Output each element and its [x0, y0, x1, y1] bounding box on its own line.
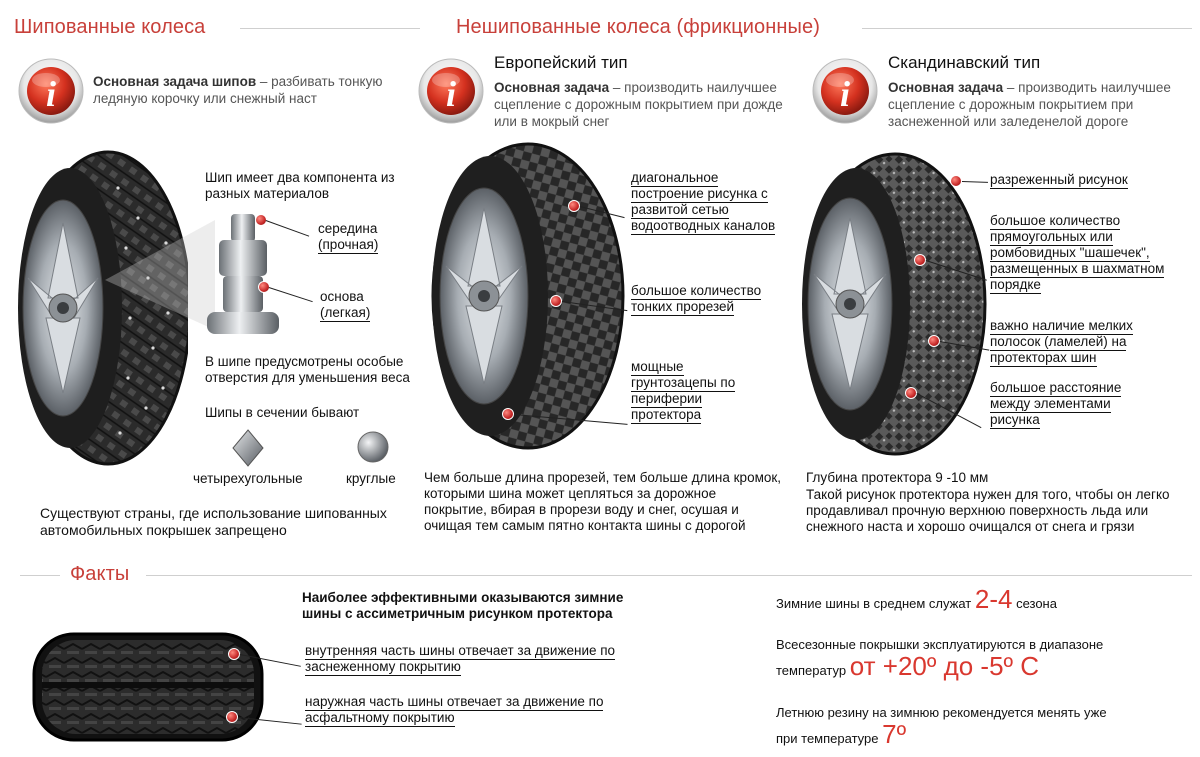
callout-dot: [226, 711, 238, 723]
feature-text: мощные грунтозацепы по периферии протектора: [631, 359, 736, 422]
middle-label: [318, 221, 378, 253]
feature-text: большое количество тонких прорезей: [631, 283, 762, 314]
scandinavian-note: Такой рисунок протектора нужен для того, чтобы он легко продавливал прочную верхнюю поверхность льда или снежного наста и хорошо очищался от снега и грязи: [806, 487, 1170, 534]
facts-header: Факты: [70, 563, 130, 585]
facts-inner-text: внутренняя часть шины отвечает за движение по заснеженному покрытию: [305, 643, 616, 674]
task-bold: Основная задача шипов: [93, 74, 257, 89]
life-unit: сезона: [1016, 596, 1057, 611]
task-text: – производить наилучшее сцепление с дорожным покрытием при дожде или в мокрый снег: [494, 80, 783, 129]
middle-label-line: середина: [318, 221, 378, 236]
scandinavian-feature-4: [990, 380, 1130, 428]
task-text: – производить наилучшее сцепление с дорожным покрытием при заснеженной или заледенелой дороге: [888, 80, 1171, 129]
callout-dot: [228, 648, 240, 660]
facts-summer: [776, 705, 1111, 747]
holes-note: В шипе предусмотрены особые отверстия для уменьшения веса: [205, 354, 410, 385]
task-bold: Основная задача: [888, 80, 1004, 95]
scandinavian-feature-2: [990, 213, 1165, 293]
callout-dot: [502, 408, 514, 420]
callout-dot: [914, 254, 926, 266]
life-text: Зимние шины в среднем служат: [776, 596, 972, 611]
feature-text: большое расстояние между элементами рисунка: [990, 380, 1122, 427]
spike-icon: [203, 212, 283, 342]
scandinavian-feature-3: [990, 318, 1165, 366]
asymmetric-tread-image: [28, 628, 268, 746]
studded-task: [93, 73, 398, 107]
summer-value: 7º: [882, 719, 907, 749]
european-feature-3: [631, 359, 746, 423]
studless-header: Нешипованные колеса (фрикционные): [456, 16, 820, 38]
summer-text: Летнюю резину на зимнюю рекомендуется менять уже при температуре: [776, 705, 1107, 746]
spike-callout-cone: [100, 200, 220, 340]
european-title: Европейский тип: [494, 53, 628, 72]
shape-round-label: круглые: [346, 471, 396, 486]
middle-label-line: (прочная): [318, 237, 379, 252]
european-task: [494, 79, 804, 130]
section-title: Шипы в сечении бывают: [205, 405, 360, 420]
base-label-line: (легкая): [320, 305, 371, 320]
divider: [862, 28, 1192, 29]
european-feature-2: [631, 283, 771, 315]
allseason-text: Всесезонные покрышки эксплуатируются в диапазоне температур: [776, 637, 1104, 678]
facts-outer-text: наружная часть шины отвечает за движение по асфальтному покрытию: [305, 694, 604, 725]
info-icon: [18, 58, 84, 124]
base-label-line: основа: [320, 289, 364, 304]
european-feature-1: [631, 170, 781, 234]
facts-allseason: [776, 637, 1106, 679]
studded-header: Шипованные колеса: [14, 16, 206, 38]
scandinavian-depth: Глубина протектора 9 -10 мм: [806, 470, 989, 485]
shape-quad-label: четырехугольные: [193, 471, 303, 486]
european-note: Чем больше длина прорезей, тем больше длина кромок, которыми шина может цепляться за дорожное покрытие, вбирая в прорези воду и снег, осушая и очищая тем самым пятно контакта шины с дорогой: [424, 470, 782, 533]
spike-intro: Шип имеет два компонента из разных материалов: [205, 170, 395, 201]
callout-dot: [550, 295, 562, 307]
callout-dot: [568, 200, 580, 212]
callout-dot: [928, 335, 940, 347]
facts-outer: [305, 694, 605, 726]
facts-inner: [305, 643, 625, 675]
european-tire-image: [418, 136, 628, 456]
facts-life: [776, 586, 1057, 612]
task-text: – разбивать тонкую ледяную корочку или снежный наст: [93, 74, 383, 106]
divider: [240, 28, 420, 29]
feature-text: большое количество прямоугольных или ромбовидных "шашечек", размещенных в шахматном порядке: [990, 213, 1165, 292]
task-bold: Основная задача: [494, 80, 610, 95]
divider: [146, 575, 1192, 576]
info-icon: [418, 58, 484, 124]
scandinavian-task: [888, 79, 1188, 130]
scandinavian-feature-1: [990, 172, 1190, 188]
info-icon: [812, 58, 878, 124]
allseason-value: от +20º до -5º С: [849, 651, 1040, 681]
base-label: [320, 289, 370, 321]
facts-headline: Наиболее эффективными оказываются зимние шины с ассиметричным рисунком протектора: [302, 590, 624, 621]
callout-dot: [950, 175, 962, 187]
divider: [20, 575, 60, 576]
life-value: 2-4: [974, 584, 1013, 614]
feature-text: важно наличие мелких полосок (ламелей) на протекторах шин: [990, 318, 1133, 365]
ban-note: Существуют страны, где использование шипованных автомобильных покрышек запрещено: [40, 505, 387, 538]
scandinavian-title: Скандинавский тип: [888, 53, 1041, 72]
diamond-section-icon: [230, 428, 266, 468]
callout-dot: [905, 387, 917, 399]
round-section-icon: [356, 430, 390, 464]
feature-text: диагональное построение рисунка с развитой сетью водоотводных каналов: [631, 170, 776, 233]
feature-text: разреженный рисунок: [990, 172, 1128, 187]
